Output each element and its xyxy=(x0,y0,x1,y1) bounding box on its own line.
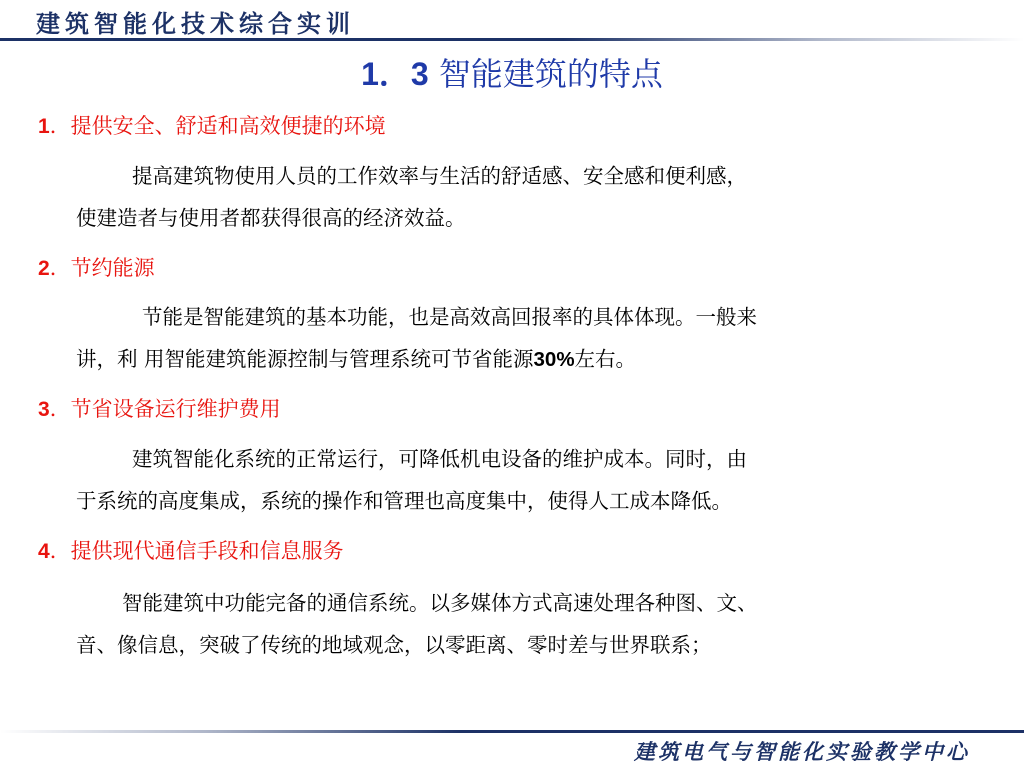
section-4-heading xyxy=(38,536,344,567)
section-4-body xyxy=(76,582,1000,666)
section-2-line-2 xyxy=(76,338,1000,381)
section-3-body xyxy=(76,438,1000,522)
section-2-heading xyxy=(38,253,155,284)
section-1-heading xyxy=(38,111,386,142)
section-3-heading xyxy=(38,394,281,425)
section-2-heading-text: ．节约能源 xyxy=(49,256,155,280)
section-4-line-1: 智能建筑中功能完备的通信系统。以多媒体方式高速处理各种图、文、 xyxy=(122,591,758,615)
slide-title-number: 1．3 xyxy=(361,56,429,92)
section-1-heading-text: ．提供安全、舒适和高效便捷的环境 xyxy=(49,114,386,138)
section-3-heading-text: ．节省设备运行维护费用 xyxy=(49,397,281,421)
section-4-number: 4 xyxy=(38,540,50,563)
section-3-line-2: 于系统的高度集成，系统的操作和管理也高度集中，使得人工成本降低。 xyxy=(76,489,732,513)
section-3-line-1: 建筑智能化系统的正常运行，可降低机电设备的维护成本。同时，由 xyxy=(132,447,747,471)
energy-saving-percent: 30% xyxy=(533,348,575,371)
section-1-line-2: 使建造者与使用者都获得很高的经济效益。 xyxy=(76,206,466,230)
header-rule xyxy=(0,38,1024,41)
header-band xyxy=(0,0,1024,42)
section-2-body xyxy=(76,296,1000,381)
section-2-number: 2 xyxy=(38,257,50,280)
section-4-line-2: 音、像信息，突破了传统的地域观念，以零距离、零时差与世界联系； xyxy=(76,633,712,657)
footer-title: 建筑电气与智能化实验教学中心 xyxy=(634,739,970,764)
section-1-body xyxy=(76,155,1000,239)
section-4-heading-text: ．提供现代通信手段和信息服务 xyxy=(49,539,344,563)
course-title: 建筑智能化技术综合实训 xyxy=(36,9,355,38)
section-2-line-2-tail: 左右。 xyxy=(574,347,637,371)
footer-rule xyxy=(0,730,1024,733)
section-2-line-1: 节能是智能建筑的基本功能，也是高效高回报率的具体体现。一般来 xyxy=(142,305,757,329)
slide-title xyxy=(0,52,1024,96)
section-1-line-1: 提高建筑物使用人员的工作效率与生活的舒适感、安全感和便利感， xyxy=(132,164,747,188)
section-2-line-2-text: 讲，利 用智能建筑能源控制与管理系统可节省能源 xyxy=(76,347,534,371)
slide-title-text: 智能建筑的特点 xyxy=(438,55,663,93)
section-1-number: 1 xyxy=(38,115,50,138)
section-3-number: 3 xyxy=(38,398,50,421)
